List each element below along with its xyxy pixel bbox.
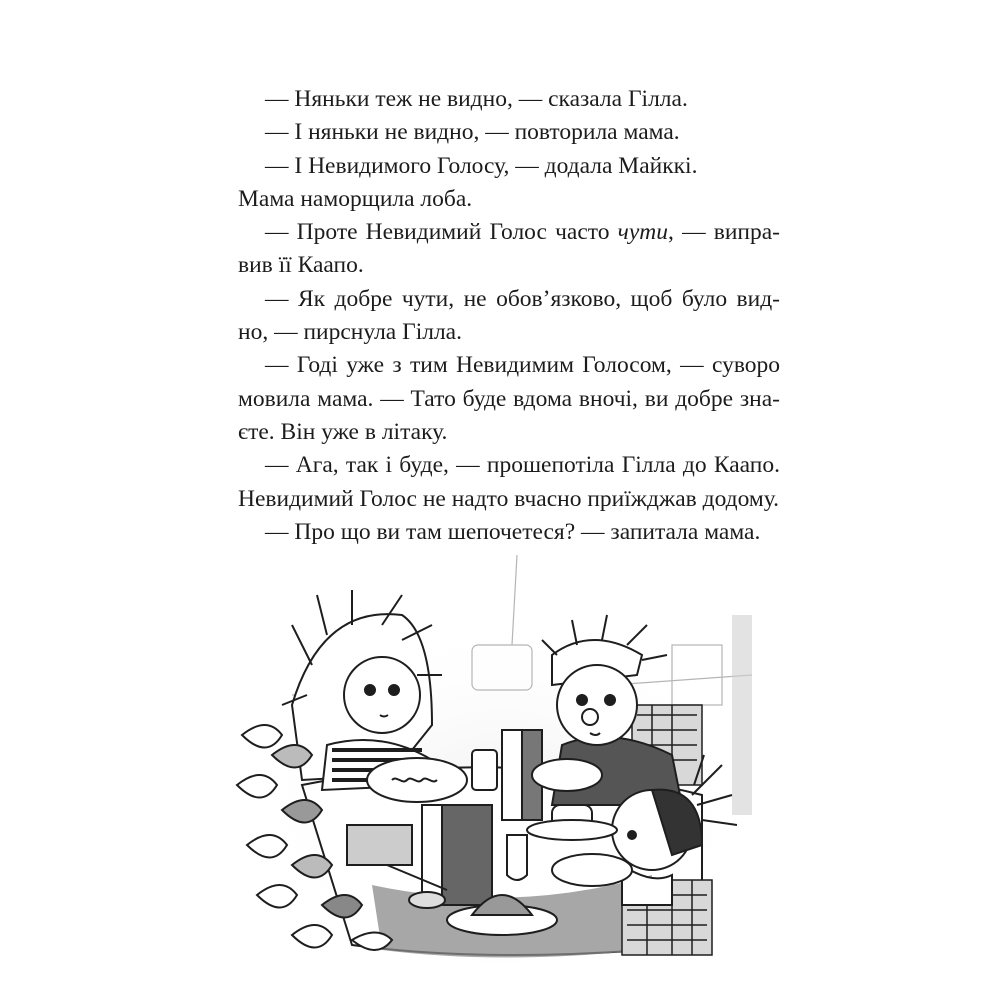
paragraph-7: — Годі уже з тим Невидимим Голосом, — суворо мовила мама. — Тато буде вдома вночі, ви добре зна-єте. Він уже в літаку. (238, 352, 780, 445)
italic-word: чути (617, 219, 669, 246)
illustration-drawing (232, 545, 772, 965)
paragraph-3: — І Невидимого Голосу, — додала Майккі. (265, 152, 698, 179)
paragraph-8: — Ага, так і буде, — прошепотіла Гілла до Каапо. Невидимий Голос не надто вчасно приїжджав додому. (238, 452, 780, 512)
wine-glass (507, 835, 527, 880)
butter-dish (347, 825, 412, 865)
breakfast-illustration (232, 545, 772, 965)
paragraph-5 (238, 216, 780, 283)
paragraph-5-start: — Проте Невидимий Голос часто (265, 219, 618, 246)
plate-small (552, 854, 632, 886)
paragraph-9: — Про що ви там шепочетеся? — запитала мама. (265, 518, 761, 545)
paragraph-5-end: , — випра-вив її Каапо. (238, 219, 780, 279)
page-text (238, 83, 780, 549)
paragraph-6: — Як добре чути, не обов’язково, щоб було вид-но, — пирснула Гілла. (238, 285, 780, 346)
glass (472, 750, 497, 790)
cereal-bowl-right (532, 759, 602, 791)
paragraph-2: — І няньки не видно, — повторила мама. (265, 119, 680, 146)
paragraph-4: Мама наморщила лоба. (238, 185, 473, 212)
paragraph-1: — Няньки теж не видно, — сказала Гілла. (265, 86, 688, 112)
